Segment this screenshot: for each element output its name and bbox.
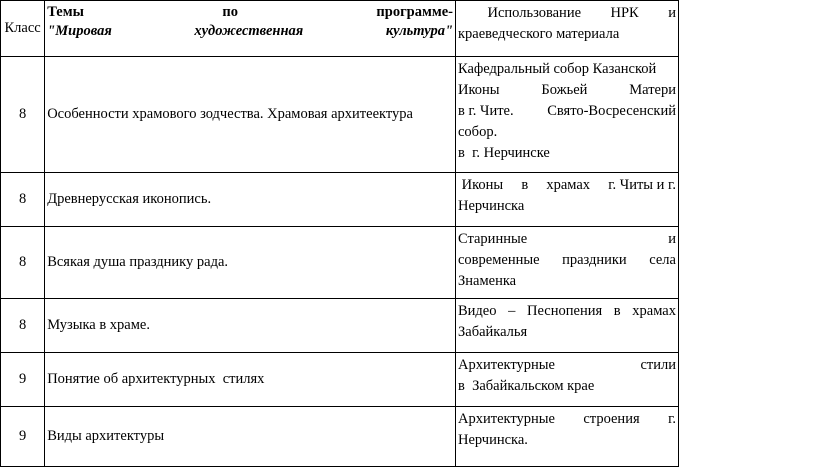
nrk-text: Божьей bbox=[541, 82, 588, 98]
nrk-text: Архитектурные bbox=[458, 357, 555, 373]
table-row bbox=[1, 299, 679, 353]
nrk-text: в Забайкальском крае bbox=[458, 378, 595, 394]
nrk-text: в г. Чите. bbox=[458, 103, 514, 119]
row-topic: Виды архитектуры bbox=[45, 407, 456, 467]
table-row bbox=[1, 227, 679, 299]
table-row bbox=[1, 57, 679, 173]
nrk-text: Старинные bbox=[458, 231, 528, 247]
row-class: 8 bbox=[1, 173, 45, 227]
table-row bbox=[1, 173, 679, 227]
nrk-text: Знаменка bbox=[458, 273, 517, 289]
nrk-text: Видео bbox=[458, 303, 497, 319]
nrk-text: в bbox=[521, 177, 529, 193]
nrk-text: Нерчинска bbox=[458, 198, 525, 214]
nrk-text: Свято-Восресенский bbox=[547, 103, 676, 119]
header-nrk bbox=[456, 1, 679, 57]
nrk-text: Нерчинска. bbox=[458, 432, 528, 448]
nrk-text: праздники bbox=[562, 252, 627, 268]
table-header-row bbox=[1, 1, 679, 57]
header-nrk-word: и bbox=[668, 5, 676, 21]
header-topic-word: программе- bbox=[376, 4, 453, 20]
nrk-text: храмах bbox=[546, 177, 591, 193]
nrk-text: в г. Нерчинске bbox=[458, 145, 550, 161]
header-topic bbox=[45, 1, 456, 57]
row-nrk bbox=[456, 407, 679, 467]
header-topic-word: культура" bbox=[385, 23, 453, 39]
nrk-text: собор. bbox=[458, 124, 498, 140]
nrk-text: села bbox=[649, 252, 676, 268]
header-topic-word: "Мировая bbox=[47, 23, 112, 39]
nrk-text: Матери bbox=[629, 82, 676, 98]
row-topic: Всякая душа празднику рада. bbox=[45, 227, 456, 299]
header-nrk-word: Использование bbox=[487, 5, 582, 21]
row-class: 9 bbox=[1, 407, 45, 467]
table-row bbox=[1, 353, 679, 407]
row-nrk bbox=[456, 299, 679, 353]
header-topic-word: Темы bbox=[47, 4, 84, 20]
nrk-text: и bbox=[668, 231, 676, 247]
nrk-text: строения bbox=[583, 411, 640, 427]
row-class: 9 bbox=[1, 353, 45, 407]
nrk-text: храмах bbox=[632, 303, 676, 319]
table-row bbox=[1, 407, 679, 467]
row-nrk bbox=[456, 227, 679, 299]
row-nrk bbox=[456, 57, 679, 173]
row-class: 8 bbox=[1, 299, 45, 353]
nrk-text: Песнопения bbox=[527, 303, 603, 319]
nrk-text: Иконы bbox=[458, 82, 500, 98]
header-topic-word: по bbox=[222, 4, 238, 20]
nrk-text: стили bbox=[640, 357, 676, 373]
row-topic: Понятие об архитектурных стилях bbox=[45, 353, 456, 407]
nrk-text: Иконы bbox=[458, 177, 504, 193]
nrk-text: современные bbox=[458, 252, 540, 268]
row-topic: Древнерусская иконопись. bbox=[45, 173, 456, 227]
row-topic: Особенности храмового зодчества. Храмовая архитеектура bbox=[45, 57, 456, 173]
header-topic-word: художественная bbox=[194, 23, 304, 39]
nrk-text: Забайкалья bbox=[458, 324, 528, 340]
nrk-text: Кафедральный собор Казанской bbox=[458, 61, 657, 77]
nrk-text: г. Читы и г. bbox=[608, 177, 676, 193]
row-class: 8 bbox=[1, 227, 45, 299]
header-nrk-line2: краеведческого материала bbox=[458, 26, 620, 42]
header-nrk-word: НРК bbox=[610, 5, 639, 21]
row-topic: Музыка в храме. bbox=[45, 299, 456, 353]
row-nrk bbox=[456, 353, 679, 407]
nrk-text: г. bbox=[668, 411, 676, 427]
nrk-text: Архитектурные bbox=[458, 411, 555, 427]
nrk-text: – bbox=[508, 303, 516, 319]
header-class: Класс bbox=[1, 1, 45, 57]
row-class: 8 bbox=[1, 57, 45, 173]
nrk-text: в bbox=[613, 303, 621, 319]
row-nrk bbox=[456, 173, 679, 227]
